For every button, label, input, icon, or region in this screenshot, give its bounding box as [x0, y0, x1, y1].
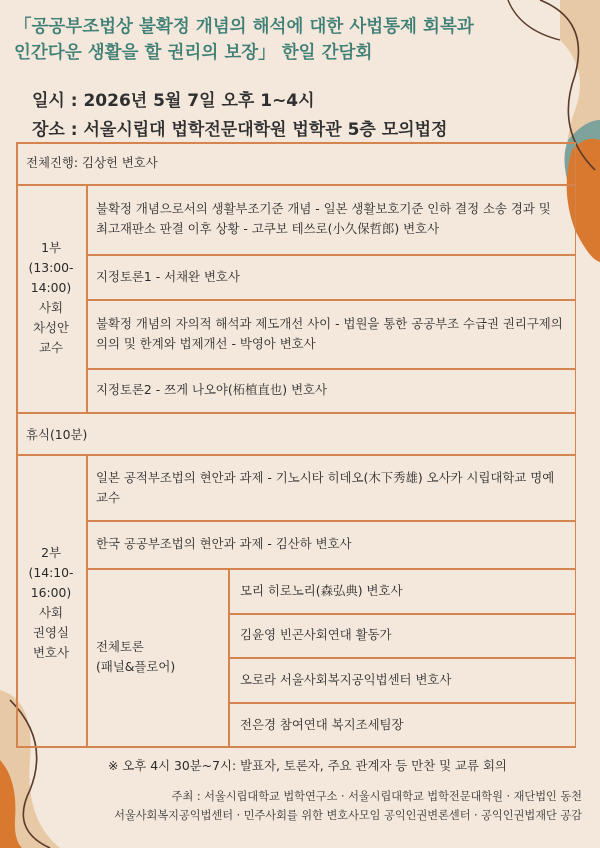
part1-label-line: 차성안 [33, 320, 69, 335]
discussion-label [96, 637, 226, 677]
part1-label-line: 1부 [41, 240, 61, 255]
part2-label-line: 사회 [39, 605, 63, 620]
part1-item: 지정토론2 - 쯔게 나오야(柘植直也) 변호사 [96, 382, 327, 397]
discussion-label-line: 전체토론 [96, 639, 144, 654]
part2-item: 일본 공적부조법의 현안과 과제 - 기노시타 히데오(木下秀雄) 오사카 시립대학교 명예교수 [96, 470, 555, 505]
event-place: 장소 : 서울시립대 법학전문대학원 법학관 5층 모의법정 [32, 120, 448, 140]
panelist: 모리 히로노리(森弘典) 변호사 [240, 583, 403, 598]
part1-item: 지정토론1 - 서채완 변호사 [96, 269, 240, 284]
break-row: 휴식(10분) [26, 427, 88, 442]
part1-label-line: (13:00- [28, 260, 74, 275]
part1-label-line: 14:00) [30, 280, 72, 295]
organizers-line-2: 서울사회복지공익법센터 · 민주사회를 위한 변호사모임 공익인권변론센터 · 공익인권법재단 공감 [114, 809, 582, 822]
part2-label [16, 543, 86, 663]
part2-label-line: 변호사 [33, 645, 69, 660]
title-line-1: 「공공부조법상 불확정 개념의 해석에 대한 사법통제 회복과 [14, 17, 474, 37]
program-table [16, 142, 576, 748]
part2-label-line: 권영실 [33, 625, 69, 640]
title-line-2: 인간다운 생활을 할 권리의 보장」 한일 간담회 [14, 43, 373, 63]
part1-label [16, 238, 86, 358]
part1-label-line: 사회 [39, 300, 63, 315]
dinner-footnote: ※ 오후 4시 30분~7시: 발표자, 토론자, 주요 관계자 등 만찬 및 교류 회의 [108, 758, 507, 773]
part2-label-line: 16:00) [30, 585, 72, 600]
part1-item: 불확정 개념의 자의적 해석과 제도개선 사이 - 법원을 통한 공공부조 수급권 권리구제의 의의 및 한계와 법제개선 - 박영아 변호사 [96, 316, 563, 351]
overall-moderator: 전체진행: 김상헌 변호사 [26, 155, 158, 170]
event-title [14, 14, 554, 66]
part2-label-line: (14:10- [28, 565, 74, 580]
part1-label-line: 교수 [39, 340, 63, 355]
event-date: 일시 : 2026년 5월 7일 오후 1~4시 [32, 91, 315, 111]
part2-item: 한국 공공부조법의 현안과 과제 - 김산하 변호사 [96, 536, 352, 551]
panelist: 전은경 참여연대 복지조세팀장 [240, 717, 404, 732]
part2-label-line: 2부 [41, 545, 61, 560]
panelist: 김윤영 빈곤사회연대 활동가 [240, 627, 392, 642]
panelist: 오로라 서울사회복지공익법센터 변호사 [240, 672, 452, 687]
part1-item: 불확정 개념으로서의 생활부조기준 개념 - 일본 생활보호기준 인하 결정 소송 경과 및 최고재판소 판결 이후 상황 - 고쿠보 테쓰로(小久保哲郎) 변호사 [96, 201, 551, 236]
organizers-line-1: 주최 : 서울시립대학교 법학연구소 · 서울시립대학교 법학전문대학원 · 재단법인 동천 [171, 790, 582, 803]
discussion-label-line: (패널&플로어) [96, 659, 176, 674]
